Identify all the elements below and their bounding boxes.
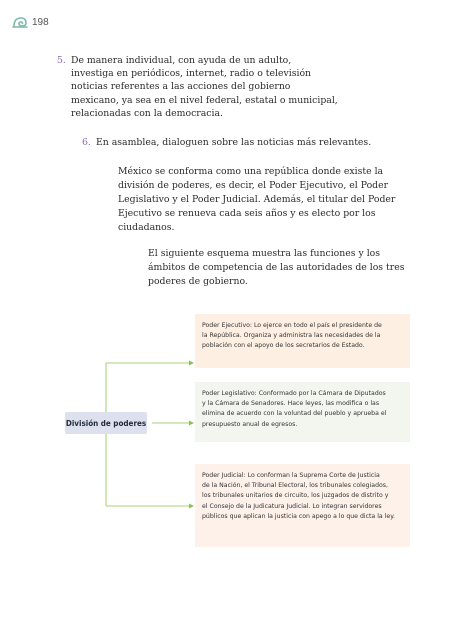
activity-line: relacionadas con la democracia.	[71, 107, 223, 119]
page-header	[12, 14, 49, 30]
box-line: de la Nación, el Tribunal Electoral, los tribunales colegiados,	[202, 482, 388, 490]
arrow-head-icon	[189, 421, 194, 426]
poder-legislativo-box	[195, 382, 410, 442]
box-line: Poder Judicial: Lo conforman la Suprema Corte de Justicia	[202, 472, 380, 479]
paragraph-line: Ejecutivo se renueva cada seis años y es electo por los	[118, 208, 376, 219]
box-line: población con el apoyo de los secretarios de Estado.	[202, 342, 365, 350]
paragraph-line: ciudadanos.	[118, 222, 175, 233]
box-line: la República. Organiza y administra las necesidades de la	[202, 332, 381, 340]
poder-ejecutivo-box	[195, 314, 410, 368]
paragraph-line: división de poderes, es decir, el Poder Ejecutivo, el Poder	[118, 180, 389, 191]
activity-line: mexicano, ya sea en el nivel federal, estatal o municipal,	[71, 94, 338, 106]
box-line: Poder Legislativo: Conformado por la Cámara de Diputados	[202, 390, 386, 397]
snail-spiral-icon	[12, 14, 28, 30]
paragraph-line: El siguiente esquema muestra las funciones y los	[148, 248, 381, 259]
box-line: públicos que aplican la justicia con apego a lo que dicta la ley.	[202, 512, 395, 520]
box-line: elimina de acuerdo con la voluntad del pueblo y aprueba el	[202, 410, 387, 418]
arrow-head-icon	[189, 361, 194, 366]
division-de-poderes-node: División de poderes	[65, 412, 147, 434]
activity-line: noticias referentes a las acciones del gobierno	[71, 81, 291, 93]
box-line: y la Cámara de Senadores. Hace leyes, las modifica o las	[202, 400, 380, 408]
activity-text	[96, 136, 371, 149]
activity-line: De manera individual, con ayuda de un adulto,	[71, 55, 292, 66]
activity-text	[71, 54, 338, 120]
poder-judicial-box	[195, 464, 410, 547]
box-line: los tribunales unitarios de circuito, los juzgados de distrito y	[202, 492, 389, 500]
intro-paragraph	[118, 165, 395, 235]
activity-number: 6.	[82, 137, 91, 148]
activity-number: 5.	[57, 55, 66, 66]
box-line: Poder Ejecutivo: Lo ejerce en todo el país el presidente de	[202, 322, 382, 329]
activity-line: En asamblea, dialoguen sobre las noticias más relevantes.	[96, 137, 372, 148]
activity-6	[82, 136, 402, 152]
box-line: el Consejo de la Judicatura Judicial. Lo integran servidores	[202, 502, 382, 510]
box-line: presupuesto anual de egresos.	[202, 420, 298, 428]
activity-line: investiga en periódicos, internet, radio o televisión	[71, 68, 312, 80]
schema-intro-paragraph	[148, 247, 405, 289]
paragraph-line: ámbitos de competencia de las autoridades de los tres	[148, 262, 405, 273]
activity-5	[57, 54, 377, 124]
paragraph-line: México se conforma como una república donde existe la	[118, 166, 384, 177]
paragraph-line: poderes de gobierno.	[148, 276, 248, 287]
paragraph-line: Legislativo y el Poder Judicial. Además, el titular del Poder	[118, 194, 396, 205]
page-number: 198	[32, 16, 49, 28]
arrow-head-icon	[189, 504, 194, 509]
